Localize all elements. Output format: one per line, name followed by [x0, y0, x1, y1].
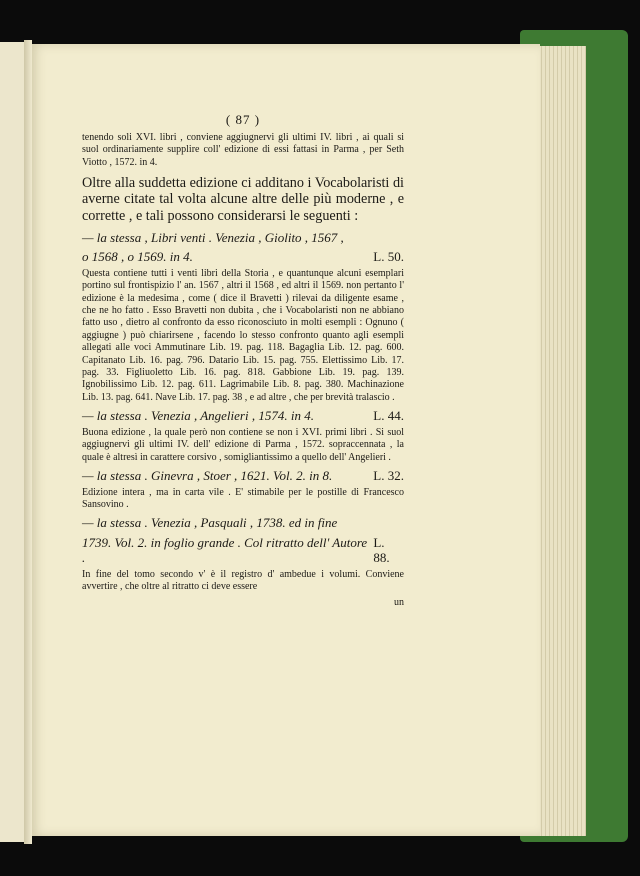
entry-heading-cont: o 1568 , o 1569. in 4. — [82, 249, 193, 265]
entry-note: Edizione intera , ma in carta vile . E' stimabile per le postille di Francesco Sansovino . — [82, 486, 404, 510]
entry-heading: — la stessa . Venezia , Angelieri , 1574. in 4. — [82, 408, 314, 424]
page-edges — [538, 46, 586, 836]
entry-price: L. 88. — [373, 534, 390, 566]
entry-heading-cont: 1739. Vol. 2. in foglio grande . Col ritratto dell' Autore . — [82, 534, 368, 566]
intro-paragraph: Oltre alla suddetta edizione ci additano i Vocabolaristi di averne citate tal volta alcune altre delle più moderne , e corrette , e tali possono considerarsi le seguenti : — [82, 175, 404, 224]
entry-heading-line — [82, 408, 404, 424]
entry-heading: — la stessa . Ginevra , Stoer , 1621. Vol. 2. in 8. — [82, 468, 333, 484]
book-gutter — [24, 40, 32, 844]
entry — [82, 468, 404, 511]
top-paragraph: tenendo soli XVI. libri , conviene aggiugnervi gli ultimi IV. libri , ai quali si suol ordinariamente supplire coll' edizione di essi fattasi in Parma , per Seth Viotto , 1572. in 4. — [82, 132, 404, 168]
entry-note: In fine del tomo secondo v' è il registro d' ambedue i volumi. Conviene avvertire , che oltre al ritratto ci deve essere — [82, 568, 404, 593]
entry-heading-line — [82, 249, 404, 265]
entry-heading: — la stessa , Libri venti . Venezia , Giolito , 1567 , — [82, 229, 344, 245]
entry-heading: — la stessa . Venezia , Pasquali , 1738. ed in fine — [82, 515, 338, 531]
entry-heading-line — [82, 468, 404, 484]
entry-price: L. 32. — [373, 468, 404, 484]
entry — [82, 230, 404, 404]
page-content — [82, 112, 404, 608]
entry-note: Questa contiene tutti i venti libri della Storia , e quantunque alcuni esemplari portino sul frontispizio l' an. 1567 , altri il 1568 , ed altri il 1569. non pertanto l' edizione è la medesima , come ( dice il Bravetti ) rilevai da diligente esame , che ne ho fatto . Esso Bravetti non dubita , che i Vocabolaristi non ne abbiano fatto uso , dietro al confronto da esso riconosciuto in molti esempli : Ognuno ( aggiugne ) può chiarirsene , facendo lo stesso confronto quanto agli esempli allegati alle voci Ammutinare Lib. 19. pag. 118. Bagaglia Lib. 12. pag. 600. Capitanato Lib. 16. pag. 796. Datario Lib. 15. pag. 755. Elettissimo Lib. 17. pag. 33. Figliuoletto Lib. 16. pag. 818. Gabbione Lib. 19. pag. 139. Ignobilissimo Lib. 12. pag. 611. Lagrimabile Lib. 8. pag. 380. Machinazione Lib. 13. pag. 641. Nave Lib. 17. pag. 38 , e ad altre , che per brevità tralascio . — [82, 267, 404, 403]
entry — [82, 515, 404, 593]
entry — [82, 408, 404, 464]
entry-price: L. 44. — [373, 408, 404, 424]
entry-price: L. 50. — [373, 249, 404, 265]
catchword: un — [394, 596, 404, 608]
entry-heading-line — [82, 535, 404, 566]
entry-note: Buona edizione , la quale però non contiene se non i XVI. primi libri . Si suol aggiugnervi gli ultimi IV. dell' edizione di Parma , 1572. sopraccennata , la quale è altresì in carattere corsivo , somigliantissimo a quello dell' Angelieri . — [82, 426, 404, 463]
page-number: ( 87 ) — [225, 112, 261, 127]
